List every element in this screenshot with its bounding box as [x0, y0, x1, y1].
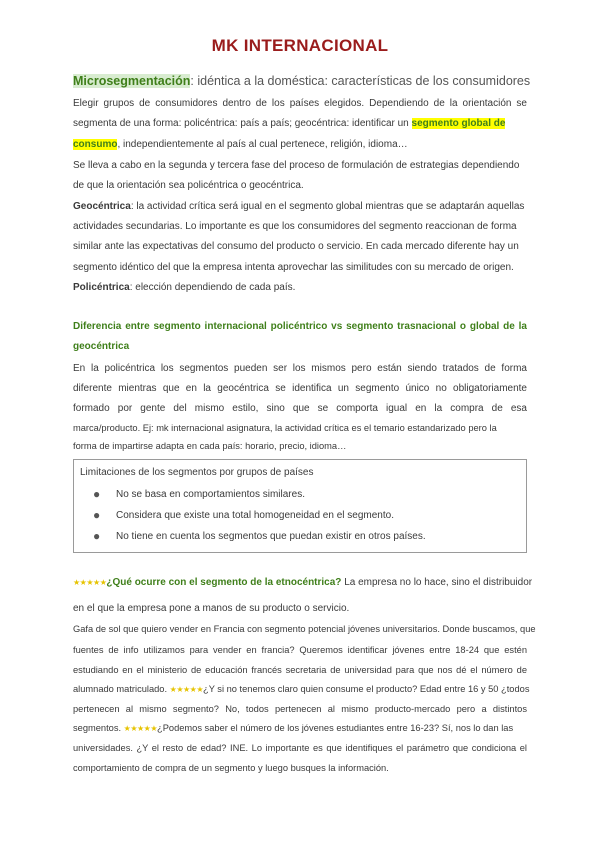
- limitation-item-3: No tiene en cuenta los segmentos que puedan existir en otros países.: [116, 531, 426, 542]
- diff-heading-line2: geocéntrica: [73, 341, 130, 352]
- highlight-consumo: consumo: [73, 139, 118, 150]
- example-line4a: alumnado matriculado.: [73, 684, 168, 694]
- micro-p1-line3-text: , independientemente al país al cual pertenece, religión, idioma…: [117, 139, 408, 150]
- etno-line1: [73, 577, 532, 588]
- example-line4: [73, 684, 530, 694]
- example-line2: fuentes de info utilizamos para vender en francia? Queremos identificar jóvenes entre 18-24 que estén: [73, 645, 527, 655]
- geo-line3: similar ante las expectativas del consumo del producto o servicio. En cada mercado diferente hay un: [73, 241, 519, 252]
- micro-heading-rest: : idéntica a la doméstica: características de los consumidores: [190, 74, 531, 88]
- limitations-title: Limitaciones de los segmentos por grupos de países: [80, 467, 314, 478]
- example-line6b: ¿Podemos saber el número de los jóvenes estudiantes entre 16-23? Sí, nos lo dan las: [157, 723, 514, 733]
- example-line1: Gafa de sol que quiero vender en Francia con segmento potencial jóvenes universitarios. Donde buscamos, que: [73, 624, 536, 634]
- example-line6: [73, 723, 527, 733]
- highlight-segmento-global: segmento global de: [411, 118, 506, 129]
- bullet-icon: ●: [93, 508, 101, 522]
- micro-p2-line2: de que la orientación sea policéntrica o geocéntrica.: [73, 180, 304, 191]
- diff-heading-line1: Diferencia entre segmento internacional policéntrico vs segmento trasnacional o global de la: [73, 321, 527, 332]
- poli-line: [73, 282, 295, 293]
- poli-label: Policéntrica: [73, 282, 130, 293]
- page-title: MK INTERNACIONAL: [211, 36, 389, 55]
- etno-line2: en el que la empresa pone a manos de su producto o servicio.: [73, 603, 350, 614]
- micro-p1-line1: Elegir grupos de consumidores dentro de los países elegidos. Dependiendo de la orientación se: [73, 98, 527, 109]
- micro-heading: [73, 74, 530, 88]
- micro-p1-line3: [73, 139, 408, 150]
- geo-line4: segmento idéntico del que la empresa intenta aprovechar las similitudes con su mercado de origen.: [73, 262, 514, 273]
- etno-question: ¿Qué ocurre con el segmento de la etnocéntrica?: [106, 577, 342, 588]
- micro-heading-label: Microsegmentación: [73, 74, 191, 88]
- example-line3: estudiando en el ministerio de educación francés secretaria de universidad para que nos dé el número de: [73, 665, 527, 675]
- poli-text: : elección dependiendo de cada país.: [129, 282, 296, 293]
- bullet-icon: ●: [93, 529, 101, 543]
- limitation-item-1: No se basa en comportamientos similares.: [116, 489, 305, 500]
- example-line5: pertenecen al mismo segmento? No, todos pertenecen al mismo producto-mercado pero a distintos: [73, 704, 527, 714]
- star-rating-icon: ★★★★★: [123, 724, 158, 733]
- star-rating-icon: ★★★★★: [73, 578, 107, 587]
- geo-line1-text: : la actividad crítica será igual en el segmento global mientras que se adaptarán aquellas: [130, 201, 525, 212]
- example-line7: universidades. ¿Y el resto de edad? INE. Lo importante es que identifiques el parámetro que condiciona el: [73, 743, 527, 753]
- diff-line4: marca/producto. Ej: mk internacional asignatura, la actividad crítica es el temario estandarizado pero la: [73, 423, 497, 433]
- geo-line2: actividades secundarias. Lo importante es que los consumidores del segmento reaccionan de forma: [73, 221, 517, 232]
- limitation-item-2: Considera que existe una total homogeneidad en el segmento.: [116, 510, 394, 521]
- star-rating-icon: ★★★★★: [169, 685, 204, 694]
- geo-label: Geocéntrica: [73, 201, 131, 212]
- diff-line2: diferente mientras que en la geocéntrica se identifica un segmento único no obligatoriamente: [73, 383, 527, 394]
- micro-p1-line2-text: segmenta de una forma: policéntrica: país a país; geocéntrica: identificar un: [73, 118, 409, 129]
- diff-line3: formado por gente del mismo estilo, sino que se comporta igual en la compra de esa: [73, 403, 527, 414]
- micro-p1-line2: [73, 118, 527, 129]
- etno-answer-l1: La empresa no lo hace, sino el distribuidor: [341, 577, 533, 588]
- diff-line1: En la policéntrica los segmentos pueden ser los mismos pero están siendo tratados de forma: [73, 363, 527, 374]
- bullet-icon: ●: [93, 487, 101, 501]
- example-line6a: segmentos.: [73, 723, 122, 733]
- micro-p2-line1: Se lleva a cabo en la segunda y tercera fase del proceso de formulación de estrategias dependiendo: [73, 160, 520, 171]
- limitations-box: [73, 459, 527, 553]
- diff-line5: forma de impartirse adapta en cada país: horario, precio, idioma…: [73, 441, 347, 451]
- geo-line1: [73, 201, 524, 212]
- example-line4b: ¿Y si no tenemos claro quien consume el producto? Edad entre 16 y 50 ¿todos: [203, 684, 530, 694]
- example-line8: comportamiento de compra de un segmento y luego busques la información.: [73, 763, 389, 773]
